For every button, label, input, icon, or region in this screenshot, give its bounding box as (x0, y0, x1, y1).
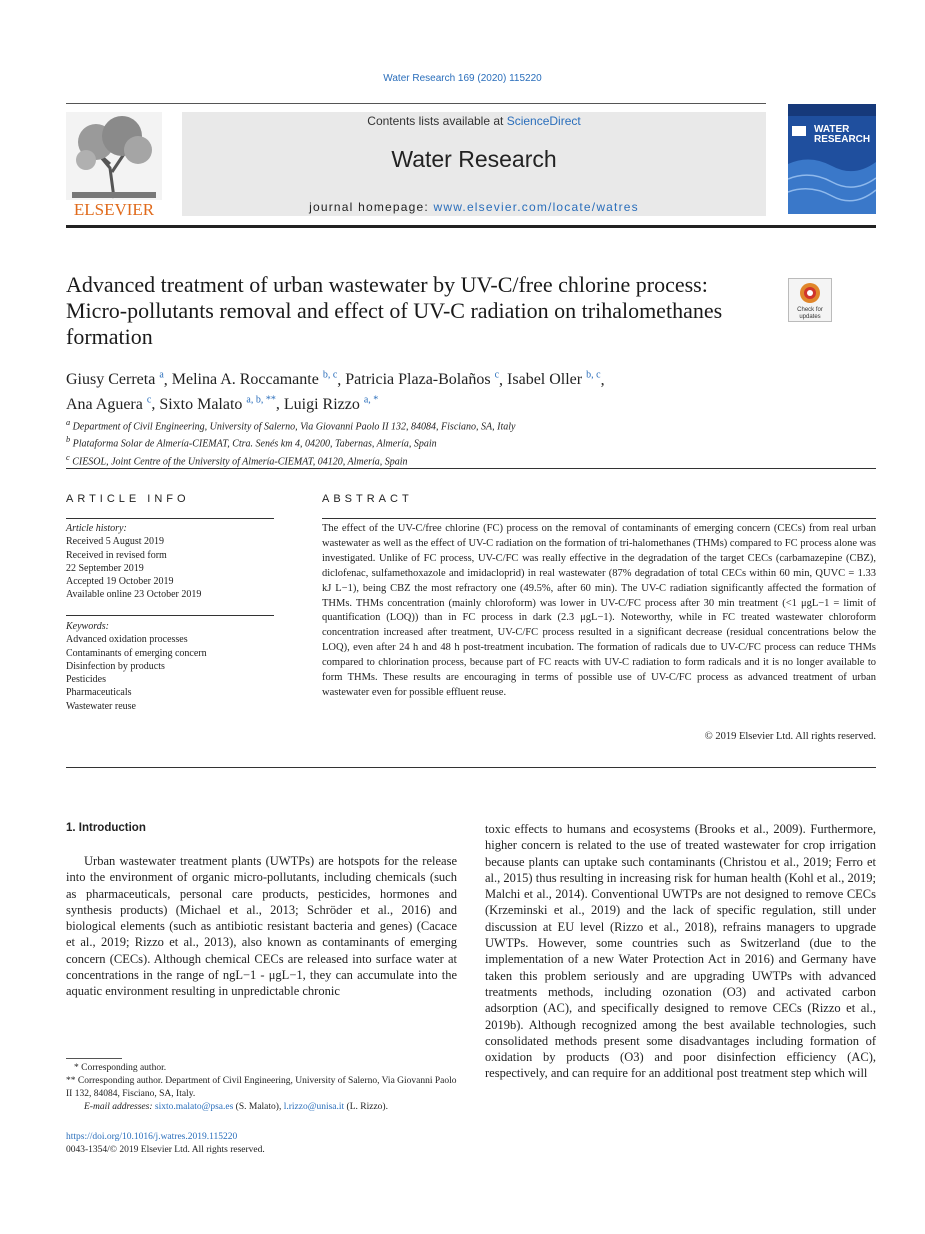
article-history: Article history: Received 5 August 2019 Received in revised form 22 September 2019 Accepted 19 October 2019 Available online 23 October 2019 (66, 522, 276, 602)
email-link[interactable]: sixto.malato@psa.es (154, 1102, 234, 1112)
history-item: Received in revised form (66, 549, 167, 561)
keyword: Wastewater reuse (66, 700, 136, 712)
author[interactable]: Luigi Rizzo $^{a, *}$ (283, 394, 379, 413)
author[interactable]: Melina A. Roccamante $^{b, c}$ (171, 370, 338, 389)
homepage-link[interactable]: www.elsevier.com/locate/watres (433, 200, 639, 214)
section-divider (66, 468, 876, 469)
author[interactable]: Patricia Plaza-Bolaños $^c$ (345, 370, 500, 389)
elsevier-logo (66, 112, 162, 218)
doi-link[interactable]: https://doi.org/10.1016/j.watres.2019.115220 (66, 1132, 238, 1142)
keyword: Pesticides (66, 674, 106, 686)
svg-text:updates: updates (799, 314, 821, 320)
introduction-column-1: Urban wastewater treatment plants (UWTPs) are hotspots for the release into the environment of organic micro-pollutants, including chemicals (such as pharmaceuticals, personal care products, pesticides, hormones and synthesis products) (Michael et al., 2013; Schröder et al., 2016) and biological elements (such as antibiotic resistant bacteria and genes) (Cacace et al., 2019; Rizzo et al., 2013), also known as contaminants of emerging concern (CECs). Although chemical CECs are released into surface water at concentrations in the range of ngL−1 - μgL−1, they can accumulate into the aquatic environment resulting in unpredictable chronic (66, 854, 457, 999)
header-thick-rule (66, 225, 876, 228)
journal-cover-image (788, 104, 876, 214)
journal-name: Water Research (391, 146, 557, 172)
history-item: 22 September 2019 (66, 562, 144, 574)
history-item: Available online 23 October 2019 (66, 589, 202, 601)
keywords-rule (66, 615, 274, 616)
svg-text:RESEARCH: RESEARCH (814, 134, 871, 145)
author[interactable]: Sixto Malato $^{a, b, **}$ (159, 394, 276, 413)
check-for-updates-icon (788, 278, 832, 322)
contents-line: Contents lists available at ScienceDirect (367, 114, 581, 128)
svg-text:ELSEVIER: ELSEVIER (73, 200, 155, 218)
journal-banner (182, 112, 766, 216)
keyword: Pharmaceuticals (66, 687, 132, 699)
email-link[interactable]: l.rizzo@unisa.it (283, 1102, 345, 1112)
author-list: Giusy Cerreta $^a$, Melina A. Roccamante $^{b, c}$, Patricia Plaza-Bolaños $^c$, Isabel Oller $^{b, c}$, Ana Aguera $^c$, Sixto Malato $^{a, b, **}$, Luigi Rizzo $^{a, *}$ (66, 370, 605, 413)
affiliation: $^a$ Department of Civil Engineering, University of Salerno, Via Giovanni Paolo II 132, 84084, Fisciano, SA, Italy (66, 418, 516, 433)
footnote: * Corresponding author. (74, 1063, 167, 1073)
keyword: Disinfection by products (66, 660, 165, 672)
article-info-heading: ARTICLE INFO (66, 493, 190, 505)
affiliations (66, 416, 766, 468)
issn-line: 0043-1354/© 2019 Elsevier Ltd. All rights reserved. (66, 1145, 265, 1155)
journal-citation-link[interactable]: Water Research 169 (2020) 115220 (383, 73, 542, 84)
elsevier-tree-icon (66, 112, 162, 218)
abstract-rule (322, 518, 876, 519)
author[interactable]: Giusy Cerreta $^a$ (66, 370, 164, 389)
keyword: Contaminants of emerging concern (66, 647, 207, 659)
doi-block (66, 1131, 457, 1157)
header-rule (66, 103, 766, 104)
introduction-heading: 1. Introduction (66, 822, 146, 834)
article-info-rule (66, 518, 274, 519)
footnotes (66, 1062, 457, 1114)
footnote: ** Corresponding author. Department of Civil Engineering, University of Salerno, Via Giovanni Paolo II 132, 84084, Fisciano, SA, Italy. (66, 1076, 457, 1099)
history-item: Accepted 19 October 2019 (66, 576, 174, 588)
abstract-heading: ABSTRACT (322, 493, 413, 505)
email-footnote: E-mail addresses: sixto.malato@psa.es (S. Malato), l.rizzo@unisa.it (L. Rizzo). (84, 1102, 388, 1112)
author[interactable]: Isabel Oller $^{b, c}$ (507, 370, 601, 389)
abstract-copyright: © 2019 Elsevier Ltd. All rights reserved. (704, 731, 876, 742)
homepage-line: journal homepage: www.elsevier.com/locate/watres (309, 200, 639, 214)
keyword: Advanced oxidation processes (66, 634, 188, 646)
history-item: Received 5 August 2019 (66, 536, 165, 548)
author[interactable]: Ana Aguera $^c$ (66, 394, 152, 413)
sciencedirect-link[interactable]: ScienceDirect (506, 114, 581, 128)
check-for-updates-button[interactable] (788, 278, 832, 322)
abstract-bottom-rule (66, 767, 876, 768)
keywords: Keywords: Advanced oxidation processes Contaminants of emerging concern Disinfection by products Pesticides Pharmaceuticals Wastewater reuse (66, 620, 276, 713)
footnote-rule (66, 1058, 122, 1059)
svg-text:WATER: WATER (814, 124, 850, 135)
abstract-text: The effect of the UV-C/free chlorine (FC) process on the removal of contaminants of emerging concern (CECs) from real urban wastewater as well as the effect of UV-C radiation on the formation of tri-halomethanes (THMs) compared to FC process alone was investigated. Unlike of FC process, UV-C/FC was really effective in the degradation of the target CECs (carbamazepine (CBZ), diclofenac, sulfamethoxazole and imidacloprid) in real wastewater (87% degradation of total CECs within 60 min, QUVC = 1.33 kJ L−1), being CBZ the most refractory one (49.5%, after 60 min). The UV-C radiation significantly affected the formation of THMs. THMs concentration (mainly chloroform) was lower in UV-C/FC process after 30 min treatment (<1 μgL−1 = limit of quantification (LOQ)) than in FC process in dark (2.3 μgL−1). Noteworthy, while in FC treated wastewater chloroform concentration increased after treatment, UV-C/FC process resulted in a significant decrease (residual concentrations below the LOQ), even after 24 h and 48 h post-treatment incubation. The formation of radicals due to UV-C/FC process can reduce THMs compared to chlorination process, because part of FC reacts with UV-C radiation to form radicals and it is no longer available to form THMs. These results are encouraging in terms of possible use of UV-C/FC process as advanced treatment of urban wastewater even for possible effluent reuse. (322, 523, 877, 698)
svg-text:Check for: Check for (797, 307, 823, 313)
introduction-column-2: toxic effects to humans and ecosystems (Brooks et al., 2009). Furthermore, higher concern is related to the use of treated wastewater for crop irrigation because plants can uptake such contaminants (Christou et al., 2019; Ferro et al., 2015) thus resulting in increasing risk for human health (Kohl et al., 2019; Malchi et al., 2014). Conventional UWTPs are not designed to remove CECs (Krzeminski et al., 2019) and the lack of specific regulation, still under discussion at EU level (Rizzo et al., 2018), refrains managers to upgrade UWTPs. However, some countries such as Switzerland (due to the implementation of a new Water Protection Act in 2016) and Germany have taken this problem seriously and are upgrading UWTPs with advanced treatments methods, including ozonation (O3) and activated carbon adsorption (AC), and specifically designed to remove CECs (Rizzo et al., 2019b). Although recognized among the best available technologies, such consolidated methods present some disadvantages including formation of oxidation by products (O3) and poor disinfection efficiency (AC), respectively, and can require for an additional post treatment step which will (485, 822, 876, 1081)
article-title: Advanced treatment of urban wastewater by UV-C/free chlorine process: Micro-pollutants removal and effect of UV-C radiation on trihalomethanes formation (66, 272, 723, 349)
affiliation: $^c$ CIESOL, Joint Centre of the University of Almería-CIEMAT, 04120, Almería, Spain (66, 452, 408, 467)
affiliation: $^b$ Plataforma Solar de Almería-CIEMAT, Ctra. Senés km 4, 04200, Tabernas, Almería, Spain (66, 435, 437, 450)
